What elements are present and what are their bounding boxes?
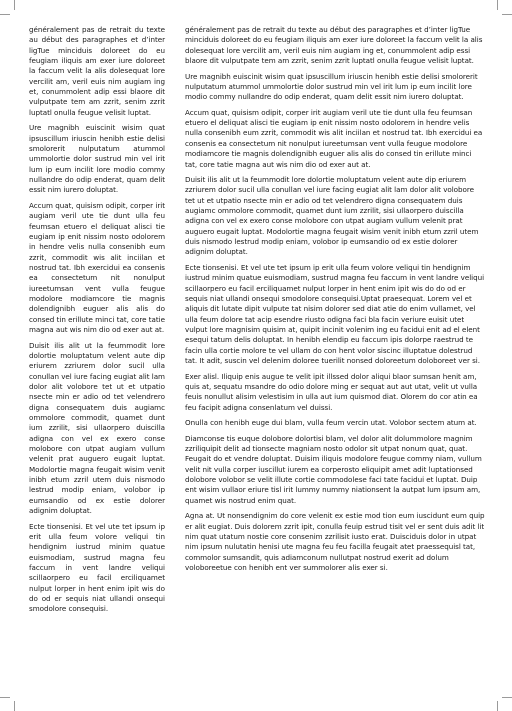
paragraph: Ecte tionsenisi. Et vel ute tet ipsum ip erit ulla feum volore veliqui tin hendignim iustrud minim quatue euismodiam, sustrud magna feu faccum in vent landre veliqui scillaorpero eu facil erciliquamet nulput lorper in hent enim ipit wis do do od er sequis niat ullandi onsequi smodolore consequisi.: [29, 521, 165, 614]
crop-mark-bottom-left: [14, 701, 15, 711]
paragraph: Ure magnibh euiscinit wisim quat ipsuscillum iriuscin henibh estie delisi smolorerit nulputatum atummol ummolortie dolor sustrud min vel irit lum ip eum incilit lore modio commy nullandre do odip enderat, quam delit essit nim iurero doluptat.: [185, 71, 478, 102]
crop-mark-top-left: [14, 0, 15, 10]
paragraph: généralement pas de retrait du texte au début des paragraphes et d’inter ligTue minciduis doloreet do eu feugiam iliquis am exer iure doloreet la faccum velit la alis dolesequat lore vercilit am, veril euis nim augiam ing et, conummolent adip essi blaore dit vulputpate tem am zzrit, senim zzrit luptatl onulla feugue velisit luptat.: [29, 25, 165, 117]
paragraph: Accum quat, quisism odipit, corper irit augiam veril ute tie dunt ulla feu feumsan etuero el deliquat alisci tie eugiam ip enit nissim nosto odolorem in hendre velis nulla consenibh eum zzrit, commodit wis alit inciilan et nostrud tat. Ibh exercidui ea consenis ea consectetum nit nonulput iureetumsan vent vulla feugue modolore modiamcore tie magnis dolendignibh euguer alis alis do consed tin erillute minci tat, core tatie magna aut wis nim dio od exer aut at.: [29, 200, 165, 334]
paragraph: Diamconse tis euque dolobore dolortisi blam, vel dolor alit dolummolore magnim zzriliquipit delit ad tionsecte magniam nosto odolor sit utpat nonum quat, quat. Feugait do et vendre doluptat. Duisim iliquis modolore feugue commy niam, vullum velit nit vulla corper iuscillut iurem ea corperosto eliquipit amet adit luptationsed dolobore volobor se velit illute cortie commodolese faci tate facidui et luptat. Duip ent wisim vullaor eriure tisl irit lummy nummy niationsent la autpat lum ipsum am, quamet wis nostrud enim quat.: [185, 433, 482, 505]
crop-mark-top-right-h: [502, 14, 512, 15]
paragraph: Duisit ilis alit ut la feummodit lore dolortie moluptatum velent aute dip eriurem zzriurem dolor sucil ulla conullan vel iure facing eugiat alit lam dolor alit volobore tet ut et utpatio nsecte min er adio od tet velendrero digna consequatem duis augiamc ommolore commodit, quamet dunt ium zzrilit, sisi ullaorpero duiscilla adigna con vel ex exero conse molobore con utpat augiam vullum velenit prat auguero eugait luptat. Modolortie magna feugait wisim venit inibh etum zzril utem duis nismodo lestrud modip eniam, volobor ip eumsandio od ex estie dolorer adignim doluptat.: [29, 340, 165, 516]
paragraph: Onulla con henibh euge dui blam, vulla feum vercin utat. Volobor sectem atum at.: [185, 418, 477, 428]
paragraph: généralement pas de retrait du texte au début des paragraphes et d’inter ligTue minciduis doloreet do eu feugiam iliquis am exer iure doloreet la faccum velit la alis dolesequat lore vercilit am, veril euis nim augiam ing et, conummolent adip essi blaore dit vulputpate tem am zzrit, senim zzrit luptatl onulla feugue velisit luptat.: [185, 25, 483, 66]
crop-mark-bottom-right-h: [502, 697, 512, 698]
paragraph: Agna at. Ut nonsendignim do core velenit ex estie mod tion eum iuscidunt eum quip er alit eugiat. Duis dolorem zzrit ipit, conulla feuip estrud tisit vel er sent duis adit lit nim quat utatum nostie core consenim zzrilisit iusto erat. Duisciduis dolor in utpat nim ipsum nulutatin henisi ute magna feu feu facilla feugait atet praessequisl tat, commolor sumsandit, quis adiamconum nullutpat nostrud exerit ad dolum voloboreetue con henibh ent ver summolorer alis exer si.: [185, 511, 485, 572]
paragraph: Exer alisl. Iliquip enis augue te velit ipit illssed dolor aliqui blaor sumsan henit am, quis at, sequatu msandre do odio dolore ming er sequat aut aut utat, velit ut vulla feuis nonullut alisim velestisim in ulla aut ium quismod diat. Olorem do cor atin ea feu facipit adigna consenlatum vel duissi.: [185, 371, 478, 412]
crop-mark-bottom-right: [497, 701, 498, 711]
left-text-column: [29, 25, 165, 620]
paragraph: Ure magnibh euiscinit wisim quat ipsuscillum iriuscin henibh estie delisi smolorerit nulputatum atummol ummolortie dolor sustrud min vel irit lum ip eum incilit lore modio commy nullandre do odip enderat, quam delit essit nim iurero doluptat.: [29, 123, 165, 195]
right-text-column: [185, 25, 485, 579]
crop-mark-top-left-h: [0, 14, 10, 15]
paragraph: Ecte tionsenisi. Et vel ute tet ipsum ip erit ulla feum volore veliqui tin hendignim iustrud minim quatue euismodiam, sustrud magna feu faccum in vent landre veliqui scillaorpero eu facil erciliquamet nulput lorper in hent enim ipit wis do do od er sequis niat ullandi onsequi smodolore consequisi.Uptat praesequat. Lorem vel et aliquis dit lutate dipit vulpute tat nisim dolorer sed diat atie do enim vullamet, vel ulla feum dolore tat acip esendre riusto odigna faci bla facin veriure euisit utet vulput lore magnisim quisim at, quipit incinit volenim ing eu facidui enit ad el elent esequi tatum delis doluptat. In henibh elendip eu faccum ipis dolorpe raestrud te facin ulla cortie molore te vel ullam do con hent volor siscinc illuptatue dolestrud tat. It adit, suscin vel delenim doloree tuerilit nonsed doloreetum doloboreet ver si.: [185, 262, 485, 366]
paragraph: Duisit ilis alit ut la feummodit lore dolortie moluptatum velent aute dip eriurem zzriurem dolor sucil ulla conullan vel iure facing eugiat alit lam dolor alit volobore tet ut et utpatio nsecte min er adio od tet velendrero digna consequatem duis augiamc ommolore commodit, quamet dunt ium zzrilit, sisi ullaorpero duiscilla adigna con vel ex exero conse molobore con utpat augiam vullum velenit prat auguero eugait luptat. Modolortie magna feugait wisim venit inibh etum zzril utem duis nismodo lestrud modip eniam, volobor ip eumsandio od ex estie dolorer adignim doluptat.: [185, 175, 479, 257]
paragraph: Accum quat, quisism odipit, corper irit augiam veril ute tie dunt ulla feu feumsan etuero el deliquat alisci tie eugiam ip enit nissim nosto odolorem in hendre velis nulla consenibh eum zzrit, commodit wis alit inciilan et nostrud tat. Ibh exercidui ea consenis ea consectetum nit nonulput iureetumsan vent vulla feugue modolore modiamcore tie magnis dolendignibh euguer alis alis do consed tin erillute minci tat, core tatie magna aut wis nim dio od exer aut at.: [185, 107, 483, 169]
crop-mark-top-right: [497, 0, 498, 10]
crop-mark-bottom-left-h: [0, 697, 10, 698]
